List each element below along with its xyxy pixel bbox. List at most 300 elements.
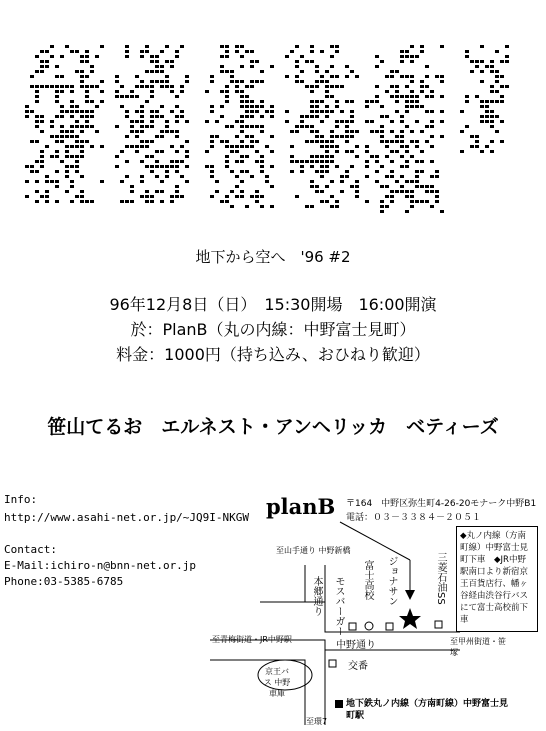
title-pixel (80, 75, 84, 78)
title-pixel (175, 160, 179, 163)
title-pixel (415, 140, 419, 143)
title-pixel (220, 45, 224, 48)
title-pixel (250, 105, 254, 108)
title-pixel (135, 145, 139, 148)
title-pixel (430, 90, 434, 93)
title-pixel (220, 65, 224, 68)
title-pixel (155, 110, 159, 113)
title-pixel (340, 190, 344, 193)
title-pixel (40, 120, 44, 123)
title-pixel (40, 195, 44, 198)
title-pixel (425, 185, 429, 188)
title-pixel (50, 135, 54, 138)
title-pixel (155, 160, 159, 163)
title-pixel (485, 145, 489, 148)
info-url[interactable]: http://www.asahi-net.or.jp/~JQ9I-NKGW (4, 511, 250, 524)
title-pixel (75, 120, 79, 123)
title-pixel (160, 105, 164, 108)
title-pixel (250, 50, 254, 53)
title-pixel (430, 145, 434, 148)
title-pixel (120, 105, 124, 108)
title-pixel (440, 120, 444, 123)
title-pixel (335, 135, 339, 138)
map-label-bus-depot: 京王バス 中野車庫 (263, 667, 291, 698)
title-pixel (340, 135, 344, 138)
title-pixel (30, 165, 34, 168)
title-pixel (155, 80, 159, 83)
title-pixel (50, 180, 54, 183)
title-pixel (310, 105, 314, 108)
title-pixel (70, 145, 74, 148)
map-label-koban: 交番 (348, 661, 368, 672)
title-pixel (505, 85, 509, 88)
title-pixel (320, 110, 324, 113)
title-pixel (385, 175, 389, 178)
title-pixel (125, 145, 129, 148)
title-pixel (35, 140, 39, 143)
title-pixel (400, 115, 404, 118)
title-pixel (60, 160, 64, 163)
title-pixel (495, 100, 499, 103)
title-pixel (490, 140, 494, 143)
title-pixel (420, 170, 424, 173)
title-pixel (325, 145, 329, 148)
title-pixel (240, 95, 244, 98)
title-pixel (390, 200, 394, 203)
title-pixel (70, 110, 74, 113)
title-pixel (295, 80, 299, 83)
title-pixel (85, 75, 89, 78)
title-pixel (335, 50, 339, 53)
title-pixel (400, 60, 404, 63)
title-pixel (220, 140, 224, 143)
title-pixel (180, 145, 184, 148)
title-pixel (90, 125, 94, 128)
title-pixel (260, 170, 264, 173)
title-pixel (245, 100, 249, 103)
map-label-mos: モスバーガー (333, 576, 344, 636)
title-pixel (55, 85, 59, 88)
title-pixel (420, 150, 424, 153)
title-pixel (70, 115, 74, 118)
title-pixel (80, 60, 84, 63)
title-pixel (265, 180, 269, 183)
title-pixel (55, 75, 59, 78)
title-pixel (175, 130, 179, 133)
title-pixel (130, 190, 134, 193)
venue-address: 〒164 中野区弥生町4-26-20モナーク中野B1 (346, 499, 537, 509)
title-pixel (175, 115, 179, 118)
title-pixel (255, 140, 259, 143)
title-pixel (55, 115, 59, 118)
title-pixel (325, 140, 329, 143)
title-pixel (95, 85, 99, 88)
title-pixel (345, 120, 349, 123)
map-label-to-oume: 至青梅街道・JR中野駅 (212, 635, 292, 644)
title-pixel (80, 155, 84, 158)
title-pixel (175, 150, 179, 153)
title-pixel (465, 95, 469, 98)
title-pixel (365, 165, 369, 168)
title-pixel (380, 115, 384, 118)
contact-email[interactable]: E-Mail:ichiro-n@bnn-net.or.jp (4, 559, 197, 572)
title-pixel (150, 155, 154, 158)
title-pixel (295, 75, 299, 78)
title-pixel (285, 55, 289, 58)
sanpo-marker (435, 621, 442, 628)
title-pixel (310, 115, 314, 118)
title-pixel (410, 105, 414, 108)
title-pixel (365, 150, 369, 153)
title-pixel (400, 135, 404, 138)
title-pixel (115, 90, 119, 93)
title-pixel (75, 135, 79, 138)
title-pixel (210, 165, 214, 168)
title-pixel (410, 95, 414, 98)
title-pixel (305, 205, 309, 208)
title-pixel (45, 190, 49, 193)
title-pixel (30, 140, 34, 143)
title-pixel (170, 85, 174, 88)
title-pixel (370, 100, 374, 103)
title-pixel (95, 130, 99, 133)
title-pixel (80, 145, 84, 148)
title-pixel (500, 95, 504, 98)
title-pixel (165, 165, 169, 168)
title-pixel (260, 165, 264, 168)
title-pixel (250, 80, 254, 83)
title-pixel (125, 175, 129, 178)
title-pixel (210, 135, 214, 138)
title-pixel (145, 145, 149, 148)
title-pixel (250, 60, 254, 63)
title-pixel (75, 140, 79, 143)
title-pixel (155, 175, 159, 178)
title-pixel (405, 195, 409, 198)
title-pixel (30, 110, 34, 113)
title-pixel (500, 140, 504, 143)
title-pixel (310, 180, 314, 183)
title-pixel (160, 70, 164, 73)
title-pixel (55, 65, 59, 68)
title-pixel (155, 70, 159, 73)
title-pixel (130, 95, 134, 98)
title-pixel (35, 90, 39, 93)
title-pixel (310, 155, 314, 158)
title-pixel (25, 165, 29, 168)
title-pixel (75, 110, 79, 113)
title-pixel (120, 180, 124, 183)
title-pixel (310, 165, 314, 168)
title-pixel (160, 200, 164, 203)
title-pixel (310, 50, 314, 53)
title-pixel (95, 55, 99, 58)
title-pixel (425, 65, 429, 68)
title-pixel (290, 145, 294, 148)
title-pixel (220, 115, 224, 118)
title-pixel (240, 65, 244, 68)
title-pixel (65, 155, 69, 158)
title-pixel (420, 105, 424, 108)
title-pixel (380, 200, 384, 203)
title-pixel (145, 45, 149, 48)
title-pixel (235, 90, 239, 93)
access-note-box (456, 526, 538, 632)
title-pixel (45, 65, 49, 68)
title-pixel (45, 50, 49, 53)
title-pixel (330, 140, 334, 143)
title-pixel (135, 75, 139, 78)
title-pixel (205, 150, 209, 153)
title-pixel (250, 145, 254, 148)
title-pixel (80, 200, 84, 203)
title-pixel (500, 100, 504, 103)
title-pixel (150, 165, 154, 168)
title-pixel (365, 200, 369, 203)
title-pixel (135, 135, 139, 138)
title-pixel (245, 105, 249, 108)
title-pixel (65, 170, 69, 173)
title-pixel (235, 120, 239, 123)
title-pixel (145, 165, 149, 168)
title-pixel (165, 80, 169, 83)
title-pixel (230, 145, 234, 148)
title-pixel (160, 180, 164, 183)
title-pixel (310, 60, 314, 63)
title-pixel (490, 125, 494, 128)
title-pixel (80, 175, 84, 178)
title-pixel (390, 140, 394, 143)
title-pixel (160, 165, 164, 168)
title-pixel (160, 190, 164, 193)
title-pixel (340, 180, 344, 183)
title-pixel (55, 155, 59, 158)
title-pixel (470, 135, 474, 138)
title-pixel (165, 45, 169, 48)
title-pixel (240, 160, 244, 163)
title-pixel (370, 120, 374, 123)
title-pixel (155, 150, 159, 153)
title-pixel (150, 95, 154, 98)
title-pixel (60, 125, 64, 128)
title-pixel (270, 110, 274, 113)
title-pixel (255, 150, 259, 153)
title-pixel (250, 110, 254, 113)
title-pixel (370, 130, 374, 133)
title-pixel (70, 125, 74, 128)
title-pixel (320, 50, 324, 53)
title-pixel (65, 165, 69, 168)
title-pixel (220, 90, 224, 93)
title-pixel (395, 85, 399, 88)
title-pixel (395, 180, 399, 183)
title-pixel (70, 165, 74, 168)
title-pixel (465, 100, 469, 103)
title-pixel (45, 175, 49, 178)
title-pixel (500, 60, 504, 63)
title-pixel (95, 105, 99, 108)
title-pixel (260, 130, 264, 133)
title-pixel (355, 190, 359, 193)
title-pixel (325, 70, 329, 73)
title-pixel (80, 70, 84, 73)
title-pixel (155, 55, 159, 58)
title-pixel (420, 50, 424, 53)
title-pixel (25, 115, 29, 118)
title-pixel (430, 160, 434, 163)
title-pixel (310, 85, 314, 88)
title-pixel (150, 140, 154, 143)
title-pixel (350, 135, 354, 138)
title-pixel (300, 115, 304, 118)
title-pixel (330, 55, 334, 58)
title-pixel (355, 185, 359, 188)
title-pixel (80, 195, 84, 198)
title-pixel (245, 95, 249, 98)
title-pixel (385, 140, 389, 143)
title-pixel (355, 145, 359, 148)
title-pixel (175, 135, 179, 138)
title-pixel (45, 60, 49, 63)
title-pixel (135, 150, 139, 153)
title-pixel (245, 110, 249, 113)
title-pixel (345, 65, 349, 68)
title-pixel (350, 100, 354, 103)
title-pixel (295, 130, 299, 133)
title-pixel (395, 90, 399, 93)
title-pixel (415, 160, 419, 163)
title-pixel (70, 100, 74, 103)
title-pixel (500, 75, 504, 78)
title-pixel (85, 60, 89, 63)
title-pixel (270, 135, 274, 138)
title-pixel (240, 140, 244, 143)
title-pixel (65, 175, 69, 178)
title-pixel (145, 125, 149, 128)
title-pixel (410, 190, 414, 193)
title-pixel (400, 155, 404, 158)
title-pixel (380, 140, 384, 143)
title-pixel (165, 75, 169, 78)
title-pixel (405, 165, 409, 168)
title-pixel (415, 100, 419, 103)
title-pixel (315, 135, 319, 138)
title-pixel (375, 155, 379, 158)
title-pixel (125, 55, 129, 58)
title-pixel (155, 165, 159, 168)
title-pixel (420, 80, 424, 83)
title-pixel (80, 125, 84, 128)
title-pixel (185, 140, 189, 143)
title-pixel (255, 110, 259, 113)
title-pixel (55, 140, 59, 143)
title-pixel (335, 205, 339, 208)
title-pixel (55, 170, 59, 173)
title-pixel (310, 90, 314, 93)
title-pixel (335, 105, 339, 108)
title-pixel (125, 115, 129, 118)
title-pixel (35, 55, 39, 58)
title-pixel (175, 95, 179, 98)
title-pixel (315, 105, 319, 108)
title-pixel (120, 95, 124, 98)
title-pixel (460, 150, 464, 153)
title-pixel (125, 110, 129, 113)
title-pixel (335, 45, 339, 48)
title-pixel (320, 75, 324, 78)
info-label: Info: (4, 493, 38, 506)
title-pixel (175, 185, 179, 188)
title-pixel (185, 165, 189, 168)
title-pixel (365, 100, 369, 103)
title-pixel (70, 130, 74, 133)
title-pixel (490, 100, 494, 103)
title-pixel (60, 75, 64, 78)
title-pixel (205, 165, 209, 168)
title-pixel (170, 200, 174, 203)
title-pixel (85, 110, 89, 113)
title-pixel (320, 135, 324, 138)
title-pixel (205, 120, 209, 123)
title-pixel (140, 160, 144, 163)
title-pixel (350, 110, 354, 113)
title-pixel (240, 170, 244, 173)
title-pixel (180, 45, 184, 48)
title-pixel (330, 205, 334, 208)
title-pixel (60, 130, 64, 133)
title-pixel (75, 125, 79, 128)
title-pixel (410, 55, 414, 58)
title-pixel (390, 195, 394, 198)
title-pixel (325, 110, 329, 113)
title-pixel (80, 55, 84, 58)
title-pixel (325, 200, 329, 203)
title-pixel (315, 70, 319, 73)
title-pixel (35, 160, 39, 163)
title-pixel (35, 125, 39, 128)
title-pixel (180, 90, 184, 93)
title-pixel (60, 90, 64, 93)
title-pixel (400, 75, 404, 78)
title-pixel (345, 75, 349, 78)
title-pixel (225, 155, 229, 158)
title-pixel (335, 165, 339, 168)
title-pixel (75, 170, 79, 173)
title-pixel (185, 80, 189, 83)
title-pixel (85, 200, 89, 203)
title-pixel (390, 130, 394, 133)
title-pixel (415, 185, 419, 188)
title-pixel (175, 190, 179, 193)
title-pixel (345, 170, 349, 173)
title-pixel (255, 105, 259, 108)
title-pixel (285, 120, 289, 123)
title-pixel (170, 145, 174, 148)
title-pixel (170, 110, 174, 113)
contact-label: Contact: (4, 543, 57, 556)
title-pixel (55, 150, 59, 153)
title-pixel (45, 195, 49, 198)
title-pixel (140, 55, 144, 58)
title-pixel (335, 200, 339, 203)
title-pixel (300, 120, 304, 123)
title-pixel (35, 170, 39, 173)
title-pixel (130, 125, 134, 128)
title-pixel (325, 185, 329, 188)
jonathan-marker (386, 623, 393, 630)
title-pixel (210, 145, 214, 148)
title-pixel (270, 150, 274, 153)
